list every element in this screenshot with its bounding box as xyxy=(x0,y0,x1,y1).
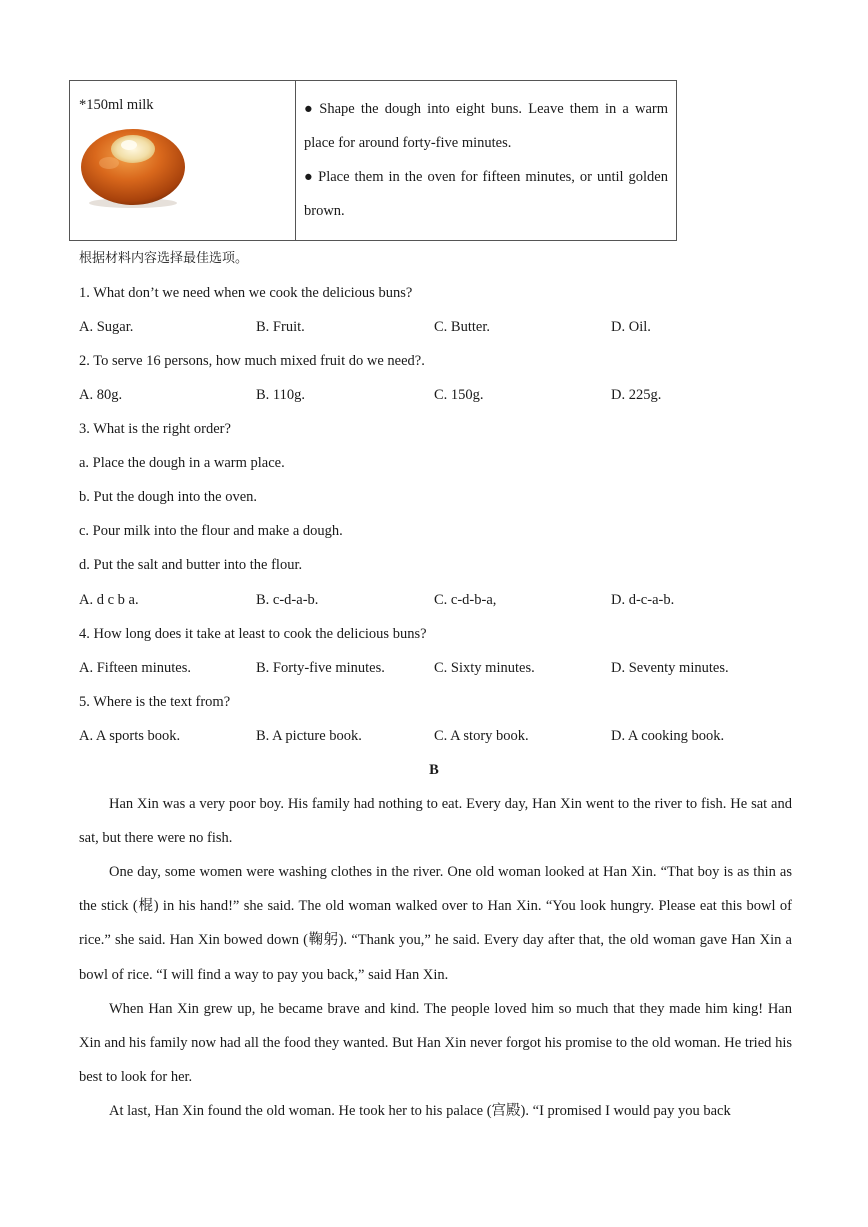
question-5: 5. Where is the text from? xyxy=(79,694,231,710)
story-paragraph-4: At last, Han Xin found the old woman. He took her to his palace (宫殿). “I promised I would pay you back xyxy=(109,1103,731,1119)
bullet-icon: ● xyxy=(304,169,315,185)
instruction-text: 根据材料内容选择最佳选项。 xyxy=(79,251,249,266)
steps-cell xyxy=(296,81,677,241)
question-1: 1. What don’t we need when we cook the delicious buns? xyxy=(79,285,413,301)
q1-option-b: B. Fruit. xyxy=(256,319,305,335)
question-2: 2. To serve 16 persons, how much mixed fruit do we need?. xyxy=(79,353,425,369)
q3-option-d: D. d-c-a-b. xyxy=(611,592,675,608)
q4-option-d: D. Seventy minutes. xyxy=(611,660,729,676)
section-b-title: B xyxy=(429,762,439,778)
q5-option-b: B. A picture book. xyxy=(256,728,362,744)
q3-option-c: C. c-d-b-a, xyxy=(434,592,497,608)
bun-image xyxy=(79,123,187,209)
q5-option-d: D. A cooking book. xyxy=(611,728,725,744)
q2-option-d: D. 225g. xyxy=(611,387,662,403)
q5-option-c: C. A story book. xyxy=(434,728,529,744)
ingredient-text: *150ml milk xyxy=(79,97,154,113)
bullet-icon: ● xyxy=(304,101,316,117)
q2-option-b: B. 110g. xyxy=(256,387,306,403)
q3-item-b: b. Put the dough into the oven. xyxy=(79,489,258,505)
q1-option-d: D. Oil. xyxy=(611,319,651,335)
q3-item-a: a. Place the dough in a warm place. xyxy=(79,455,285,471)
recipe-table xyxy=(69,80,677,241)
question-3: 3. What is the right order? xyxy=(79,421,231,437)
q4-option-b: B. Forty-five minutes. xyxy=(256,660,385,676)
q5-option-a: A. A sports book. xyxy=(79,728,181,744)
q3-item-c: c. Pour milk into the flour and make a dough. xyxy=(79,523,343,539)
ingredient-cell xyxy=(70,81,296,241)
q3-option-a: A. d c b a. xyxy=(79,592,139,608)
story-paragraph-2: One day, some women were washing clothes in the river. One old woman looked at Han Xin. “That boy is as thin as the stick (棍) in his hand!” she said. The old woman walked over to Han Xin. “You look hungry. Please eat this bowl of rice.” she said. Han Xin bowed down (鞠躬). “Thank you,” he said. Every day after that, the old woman gave Han Xin a bowl of rice. “I will find a way to pay you back,” said Han Xin. xyxy=(79,864,792,983)
q1-option-c: C. Butter. xyxy=(434,319,490,335)
step-2: ● Place them in the oven for fifteen minutes, or until golden brown. xyxy=(304,169,668,219)
q2-option-c: C. 150g. xyxy=(434,387,484,403)
step-1: ● Shape the dough into eight buns. Leave them in a warm place for around forty-five minutes. xyxy=(304,101,668,151)
q3-option-b: B. c-d-a-b. xyxy=(256,592,319,608)
story-paragraph-1: Han Xin was a very poor boy. His family had nothing to eat. Every day, Han Xin went to the river to fish. He sat and sat, but there were no fish. xyxy=(79,796,792,847)
q3-item-d: d. Put the salt and butter into the flour. xyxy=(79,557,303,573)
q4-option-a: A. Fifteen minutes. xyxy=(79,660,191,676)
q2-option-a: A. 80g. xyxy=(79,387,123,403)
q4-option-c: C. Sixty minutes. xyxy=(434,660,535,676)
question-4: 4. How long does it take at least to cook the delicious buns? xyxy=(79,626,427,642)
q1-option-a: A. Sugar. xyxy=(79,319,134,335)
story-paragraph-3: When Han Xin grew up, he became brave and kind. The people loved him so much that they made him king! Han Xin and his family now had all the food they wanted. But Han Xin never forgot his promise to the old woman. He tried his best to look for her. xyxy=(79,1001,792,1086)
